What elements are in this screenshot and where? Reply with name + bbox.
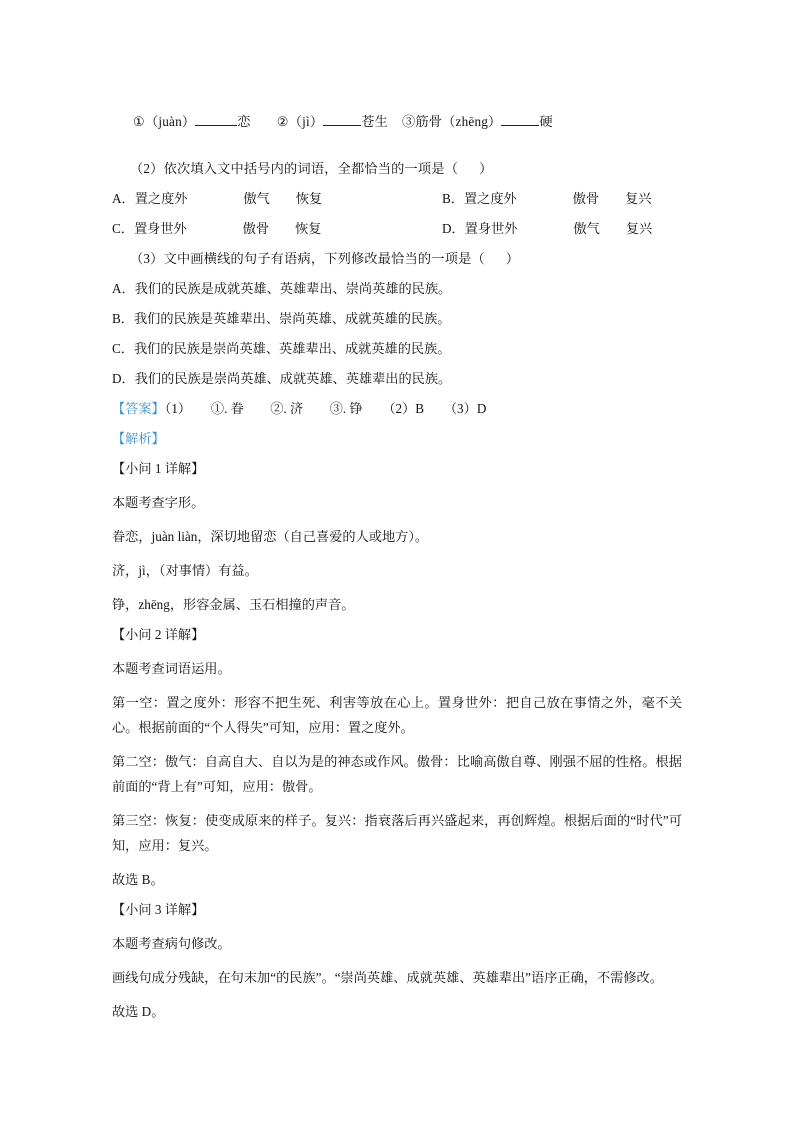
option-C-word-1: 置身世外 (133, 221, 187, 236)
question-3-stem: （3）文中画横线的句子有语病，下列修改最恰当的一项是（ ） (130, 251, 520, 266)
sub2-line-4: 第三空：恢复：使变成原来的样子。复兴：指衰落后再兴盛起来，再创辉煌。根据后面的“时代”可知，应用：复兴。 (112, 813, 682, 853)
pinyin-item-1-tail: 恋 (237, 114, 251, 129)
sub1-line-1: 本题考查字形。 (112, 495, 205, 510)
option-B-key: B． (442, 191, 464, 206)
sub1-line-4: 铮，zhēng，形容金属、玉石相撞的声音。 (112, 597, 355, 612)
fill-blank-3 (501, 125, 539, 126)
sub2-line-2: 第一空：置之度外：形容不把生死、利害等放在心上。置身世外：把自己放在事情之外，毫不关心。根据前面的“个人得失”可知，应用：置之度外。 (112, 695, 682, 735)
answer-label: 【答案】 (112, 401, 165, 416)
option-B-word-3: 复兴 (625, 191, 652, 206)
sub3-line-3: 故选 D。 (112, 1004, 165, 1019)
fill-blank-2 (323, 125, 361, 126)
option-D-word-1: 置身世外 (464, 221, 518, 236)
analysis-label: 【解析】 (112, 431, 165, 446)
option-C-key: C． (112, 221, 134, 236)
question-2-options-row-2 (112, 220, 682, 237)
question-3-option-A[interactable]: A．我们的民族是成就英雄、英雄辈出、崇尚英雄的民族。 (112, 281, 452, 296)
pinyin-item-3-tail: 硬 (539, 114, 553, 129)
pinyin-item-1-prompt: ①（juàn） (132, 114, 196, 129)
pinyin-item-2-prompt: ②（jì） (276, 114, 324, 129)
question-3-option-C[interactable]: C．我们的民族是崇尚英雄、英雄辈出、成就英雄的民族。 (112, 341, 451, 356)
sub-question-3-heading: 【小问 3 详解】 (112, 902, 205, 917)
option-A-key: A． (112, 191, 135, 206)
option-D-word-2: 傲气 (573, 221, 600, 236)
sub2-line-3: 第二空：傲气：自高自大、自以为是的神态或作风。傲骨：比喻高傲自尊、刚强不屈的性格。根据前面的“背上有”可知，应用：傲骨。 (112, 754, 682, 794)
pinyin-item-3-prompt: ③筋骨（zhēng） (402, 114, 502, 129)
option-A-word-1: 置之度外 (134, 191, 188, 206)
sub-question-2-heading: 【小问 2 详解】 (112, 627, 205, 642)
option-A-word-2: 傲气 (243, 191, 270, 206)
option-C-word-3: 恢复 (295, 221, 322, 236)
sub3-line-1: 本题考查病句修改。 (112, 936, 231, 951)
option-B[interactable] (442, 190, 682, 207)
answer-row (112, 400, 682, 417)
sub2-line-1: 本题考查词语运用。 (112, 661, 231, 676)
sub2-line-5: 故选 B。 (112, 872, 164, 887)
fill-blank-1 (195, 125, 237, 126)
sub1-line-3: 济，jì，（对事情）有益。 (112, 563, 258, 578)
option-D-word-3: 复兴 (625, 221, 653, 236)
option-C-word-2: 傲骨 (242, 221, 270, 236)
sub3-line-2: 画线句成分残缺，在句末加“的民族”。“崇尚英雄、成就英雄、英雄辈出”语序正确，不需修改。 (112, 970, 663, 985)
option-C[interactable] (112, 220, 442, 237)
question-1-pinyin-row (112, 96, 682, 147)
document-content (112, 96, 682, 1033)
question-2-options-row-1 (112, 190, 682, 207)
option-A-word-3: 恢复 (295, 191, 323, 206)
answer-text: （1） ①. 眷 ②. 济 ③. 铮 （2）B （3）D (164, 401, 487, 416)
question-2-stem: （2）依次填入文中括号内的词语，全都恰当的一项是（ ） (130, 161, 493, 176)
question-3-option-B[interactable]: B．我们的民族是英雄辈出、崇尚英雄、成就英雄的民族。 (112, 311, 451, 326)
option-D[interactable] (442, 220, 682, 237)
sub1-line-2: 眷恋，juàn liàn，深切地留恋（自己喜爱的人或地方）。 (112, 529, 429, 544)
question-3-option-D[interactable]: D．我们的民族是崇尚英雄、成就英雄、英雄辈出的民族。 (112, 371, 452, 386)
option-A[interactable] (112, 190, 442, 207)
sub-question-1-heading: 【小问 1 详解】 (112, 461, 205, 476)
option-D-key: D． (442, 221, 465, 236)
pinyin-item-2-tail: 苍生 (361, 114, 388, 129)
option-B-word-1: 置之度外 (463, 191, 517, 206)
option-B-word-2: 傲骨 (572, 191, 600, 206)
